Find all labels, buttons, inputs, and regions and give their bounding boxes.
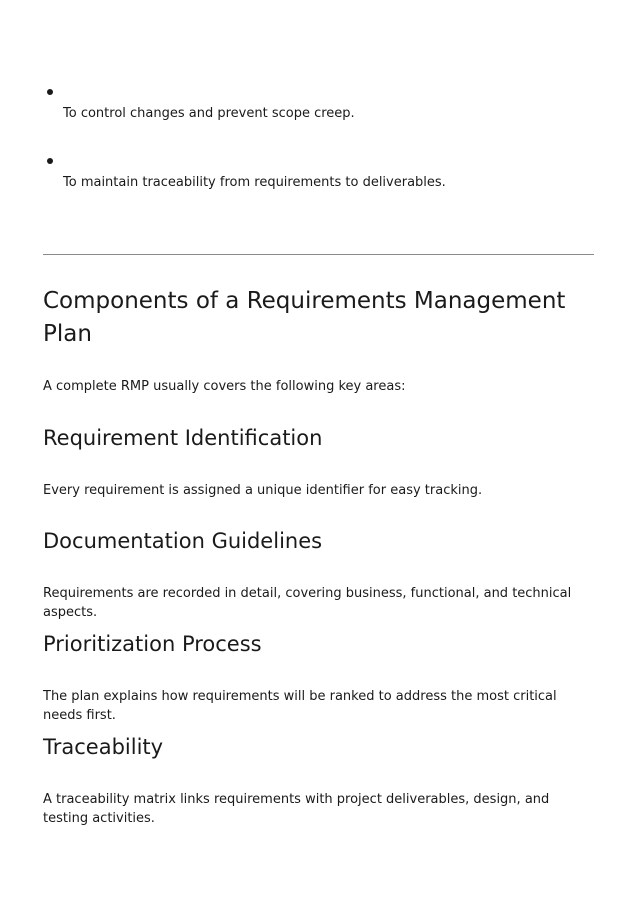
area-heading: Prioritization Process	[43, 632, 262, 656]
area-text: A traceability matrix links requirements with project deliverables, design, and testing activities.	[43, 792, 550, 826]
area-heading: Traceability	[43, 735, 164, 759]
section-intro: A complete RMP usually covers the following key areas:	[43, 379, 406, 394]
bullet-dot	[47, 158, 53, 164]
bullet-dot	[47, 89, 53, 95]
list-item-text: To control changes and prevent scope creep.	[63, 106, 355, 121]
area-heading: Requirement Identification	[43, 426, 323, 450]
area-heading: Documentation Guidelines	[43, 529, 323, 553]
horizontal-divider	[43, 254, 594, 255]
area-text: The plan explains how requirements will be ranked to address the most critical needs first.	[43, 689, 557, 723]
area-text: Every requirement is assigned a unique identifier for easy tracking.	[43, 483, 483, 498]
area-text: Requirements are recorded in detail, covering business, functional, and technical aspects.	[43, 586, 572, 620]
section-title: Components of a Requirements Management Plan	[43, 288, 566, 347]
list-item-text: To maintain traceability from requirements to deliverables.	[63, 175, 446, 190]
